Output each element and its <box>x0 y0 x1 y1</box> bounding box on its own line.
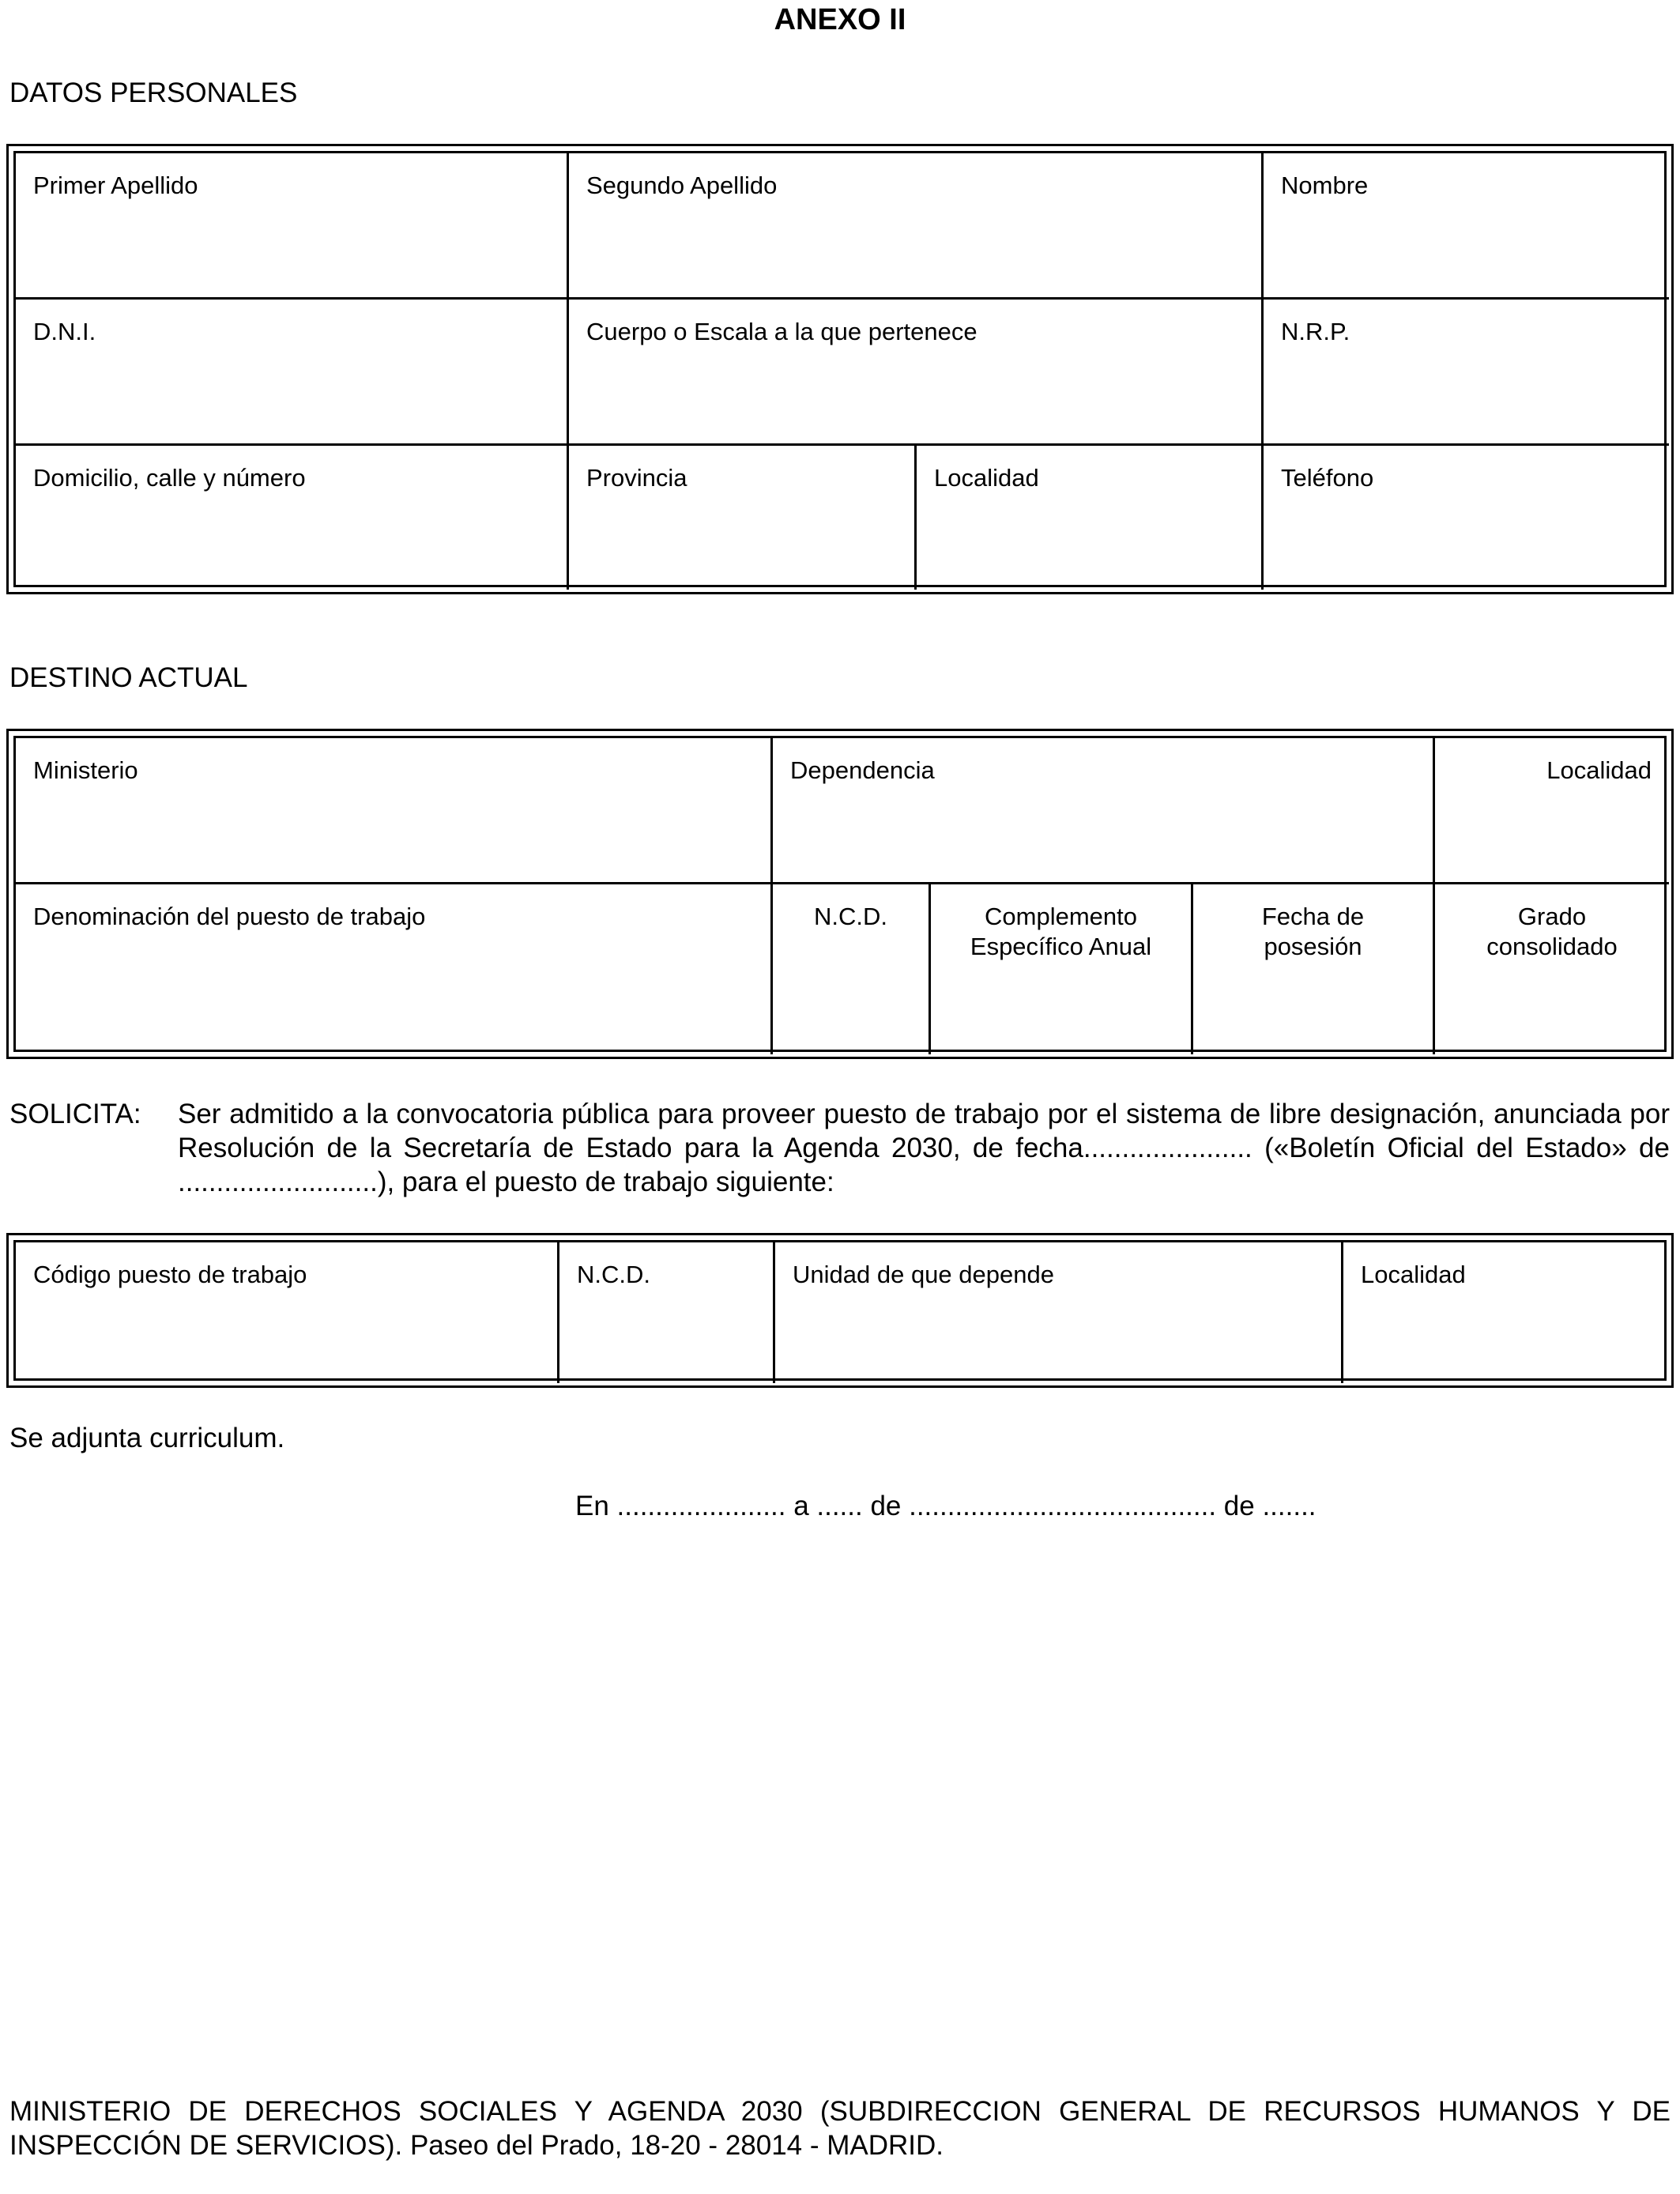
nrp-label: N.R.P. <box>1281 318 1350 345</box>
localidad-cell[interactable] <box>917 446 1264 590</box>
destino-localidad-cell[interactable] <box>1435 738 1669 884</box>
codigo-puesto-cell[interactable] <box>16 1242 559 1383</box>
dependencia-label: Dependencia <box>790 756 935 784</box>
adjunta-text: Se adjunta curriculum. <box>9 1423 285 1453</box>
cuerpo-escala-cell[interactable] <box>569 300 1264 446</box>
ministerio-cell[interactable] <box>16 738 773 884</box>
complemento-line-1: Complemento <box>985 903 1137 930</box>
grado-label <box>1435 902 1669 962</box>
nrp-cell[interactable] <box>1264 300 1669 446</box>
dni-cell[interactable] <box>16 300 569 446</box>
personal-data-table <box>6 144 1674 594</box>
destino-localidad-label: Localidad <box>1546 756 1652 784</box>
lugar-fecha-line: En ...................... a ...... de ........................................ de ....... <box>575 1491 1317 1521</box>
nombre-label: Nombre <box>1281 172 1369 199</box>
telefono-label: Teléfono <box>1281 464 1374 492</box>
fecha-posesion-cell[interactable] <box>1193 884 1435 1054</box>
puesto-ncd-cell[interactable] <box>559 1242 775 1383</box>
telefono-cell[interactable] <box>1264 446 1669 590</box>
fecha-line-1: Fecha de <box>1261 903 1365 930</box>
puesto-localidad-label: Localidad <box>1361 1261 1466 1288</box>
ministerio-label: Ministerio <box>33 756 138 784</box>
grado-line-2: consolidado <box>1486 933 1618 960</box>
denominacion-label: Denominación del puesto de trabajo <box>33 903 426 930</box>
primer-apellido-label: Primer Apellido <box>33 172 198 199</box>
puesto-table <box>6 1233 1674 1388</box>
fecha-posesion-label <box>1193 902 1433 962</box>
provincia-label: Provincia <box>586 464 687 492</box>
denominacion-cell[interactable] <box>16 884 773 1054</box>
provincia-cell[interactable] <box>569 446 917 590</box>
footer-address: MINISTERIO DE DERECHOS SOCIALES Y AGENDA 2030 (SUBDIRECCION GENERAL DE RECURSOS HUMANOS Y DE INSPECCIÓN DE SERVICIOS). Paseo del Prado, 18-20 - 28014 - MADRID. <box>9 2096 1671 2161</box>
personal-heading: DATOS PERSONALES <box>9 77 298 108</box>
segundo-apellido-label: Segundo Apellido <box>586 172 778 199</box>
dni-label: D.N.I. <box>33 318 96 345</box>
segundo-apellido-cell[interactable] <box>569 153 1264 300</box>
unidad-label: Unidad de que depende <box>793 1261 1054 1288</box>
solicita-text: Ser admitido a la convocatoria pública para proveer puesto de trabajo por el sistema de libre designación, anunciada por Resolución de la Secretaría de Estado para la Agenda 2030, de fecha...................... («Boletín Oficial del Estado» de ..........................), para el puesto de trabajo siguiente: <box>178 1099 1670 1197</box>
grado-cell[interactable] <box>1435 884 1669 1054</box>
destino-table <box>6 729 1674 1059</box>
domicilio-cell[interactable] <box>16 446 569 590</box>
dependencia-cell[interactable] <box>773 738 1435 884</box>
cuerpo-escala-label: Cuerpo o Escala a la que pertenece <box>586 318 977 345</box>
unidad-cell[interactable] <box>775 1242 1343 1383</box>
codigo-puesto-label: Código puesto de trabajo <box>33 1261 307 1288</box>
document-title: ANEXO II <box>774 3 906 36</box>
localidad-label: Localidad <box>934 464 1039 492</box>
ncd-cell[interactable] <box>773 884 931 1054</box>
complemento-label <box>931 902 1191 962</box>
complemento-cell[interactable] <box>931 884 1193 1054</box>
nombre-cell[interactable] <box>1264 153 1669 300</box>
complemento-line-2: Específico Anual <box>970 933 1152 960</box>
destino-heading: DESTINO ACTUAL <box>9 662 248 693</box>
primer-apellido-cell[interactable] <box>16 153 569 300</box>
grado-line-1: Grado <box>1517 903 1587 930</box>
fecha-line-2: posesión <box>1264 933 1362 960</box>
ncd-label: N.C.D. <box>814 903 887 930</box>
solicita-label: SOLICITA: <box>9 1099 141 1129</box>
domicilio-label: Domicilio, calle y número <box>33 464 306 492</box>
puesto-localidad-cell[interactable] <box>1343 1242 1669 1383</box>
puesto-ncd-label: N.C.D. <box>577 1261 650 1288</box>
